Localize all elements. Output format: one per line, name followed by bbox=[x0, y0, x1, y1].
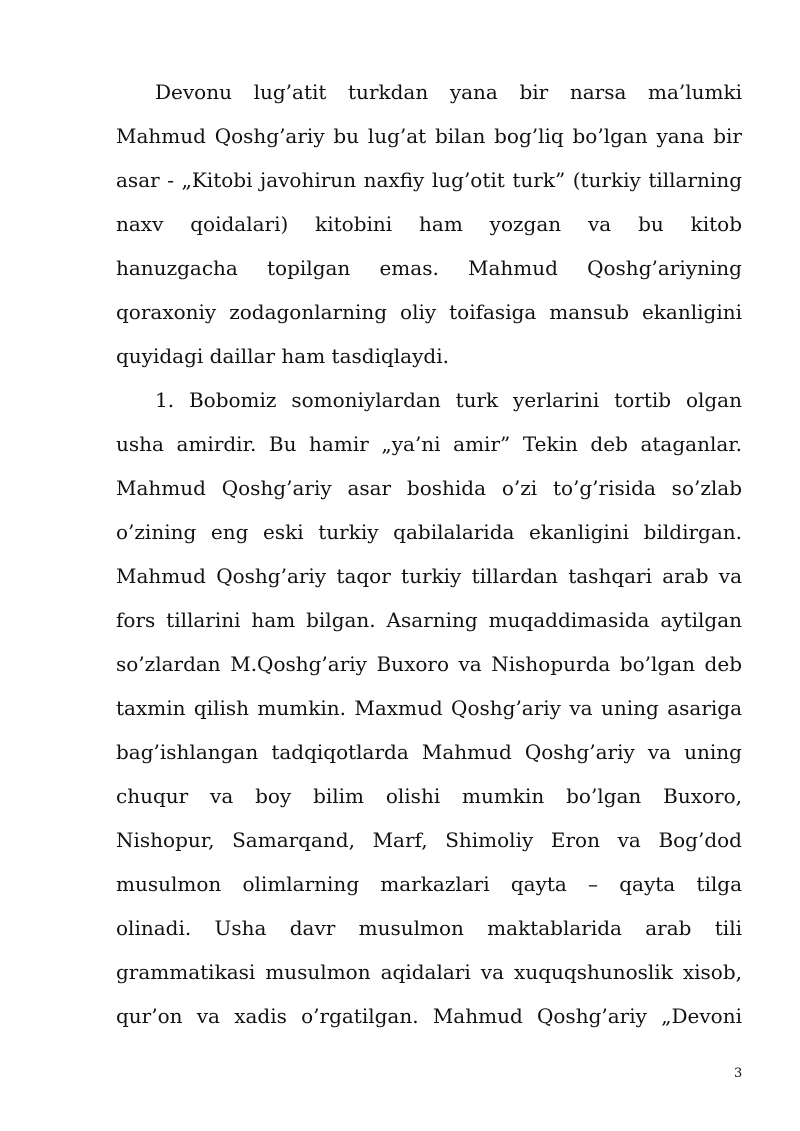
text-line: Nishopur, Samarqand, Marf, Shimoliy Eron va Bog’dod bbox=[116, 828, 742, 852]
text-line: naxv qoidalari) kitobini ham yozgan va bu kitob bbox=[116, 212, 742, 236]
text-line: qoraxoniy zodagonlarning oliy toifasiga mansub ekanligini bbox=[116, 300, 742, 324]
text-line: o’zining eng eski turkiy qabilalarida ekanligini bildirgan. bbox=[116, 520, 742, 544]
text-line: grammatikasi musulmon aqidalari va xuquqshunoslik xisob, bbox=[116, 960, 742, 984]
text-line: usha amirdir. Bu hamir „ya’ni amir” Tekin deb ataganlar. bbox=[116, 432, 742, 456]
page-number: 3 bbox=[734, 1066, 743, 1081]
text-line: chuqur va boy bilim olishi mumkin bo’lgan Buxoro, bbox=[116, 784, 742, 808]
text-line: Mahmud Qoshg’ariy bu lug’at bilan bog’liq bo’lgan yana bir bbox=[116, 124, 742, 148]
text-line: so’zlardan M.Qoshg’ariy Buxoro va Nishopurda bo’lgan deb bbox=[116, 652, 742, 676]
text-line: fors tillarini ham bilgan. Asarning muqaddimasida aytilgan bbox=[116, 608, 742, 632]
text-line: taxmin qilish mumkin. Maxmud Qoshg’ariy va uning asariga bbox=[116, 696, 742, 720]
text-line: Mahmud Qoshg’ariy asar boshida o’zi to’g’risida so’zlab bbox=[116, 476, 742, 500]
text-line: Devonu lug’atit turkdan yana bir narsa ma’lumki bbox=[155, 80, 742, 104]
text-line: bag’ishlangan tadqiqotlarda Mahmud Qoshg’ariy va uning bbox=[116, 740, 742, 764]
text-line: quyidagi daillar ham tasdiqlaydi. bbox=[116, 344, 449, 368]
text-line: 1. Bobomiz somoniylardan turk yerlarini tortib olgan bbox=[155, 388, 742, 412]
text-line: hanuzgacha topilgan emas. Mahmud Qoshg’ariyning bbox=[116, 256, 742, 280]
text-line: olinadi. Usha davr musulmon maktablarida arab tili bbox=[116, 916, 742, 940]
text-line: asar - „Kitobi javohirun naxfiy lug’otit turk” (turkiy tillarning bbox=[116, 168, 742, 192]
text-line: Mahmud Qoshg’ariy taqor turkiy tillardan tashqari arab va bbox=[116, 564, 742, 588]
text-line: musulmon olimlarning markazlari qayta – qayta tilga bbox=[116, 872, 742, 896]
text-line: qur’on va xadis o’rgatilgan. Mahmud Qoshg’ariy „Devoni bbox=[116, 1004, 742, 1028]
